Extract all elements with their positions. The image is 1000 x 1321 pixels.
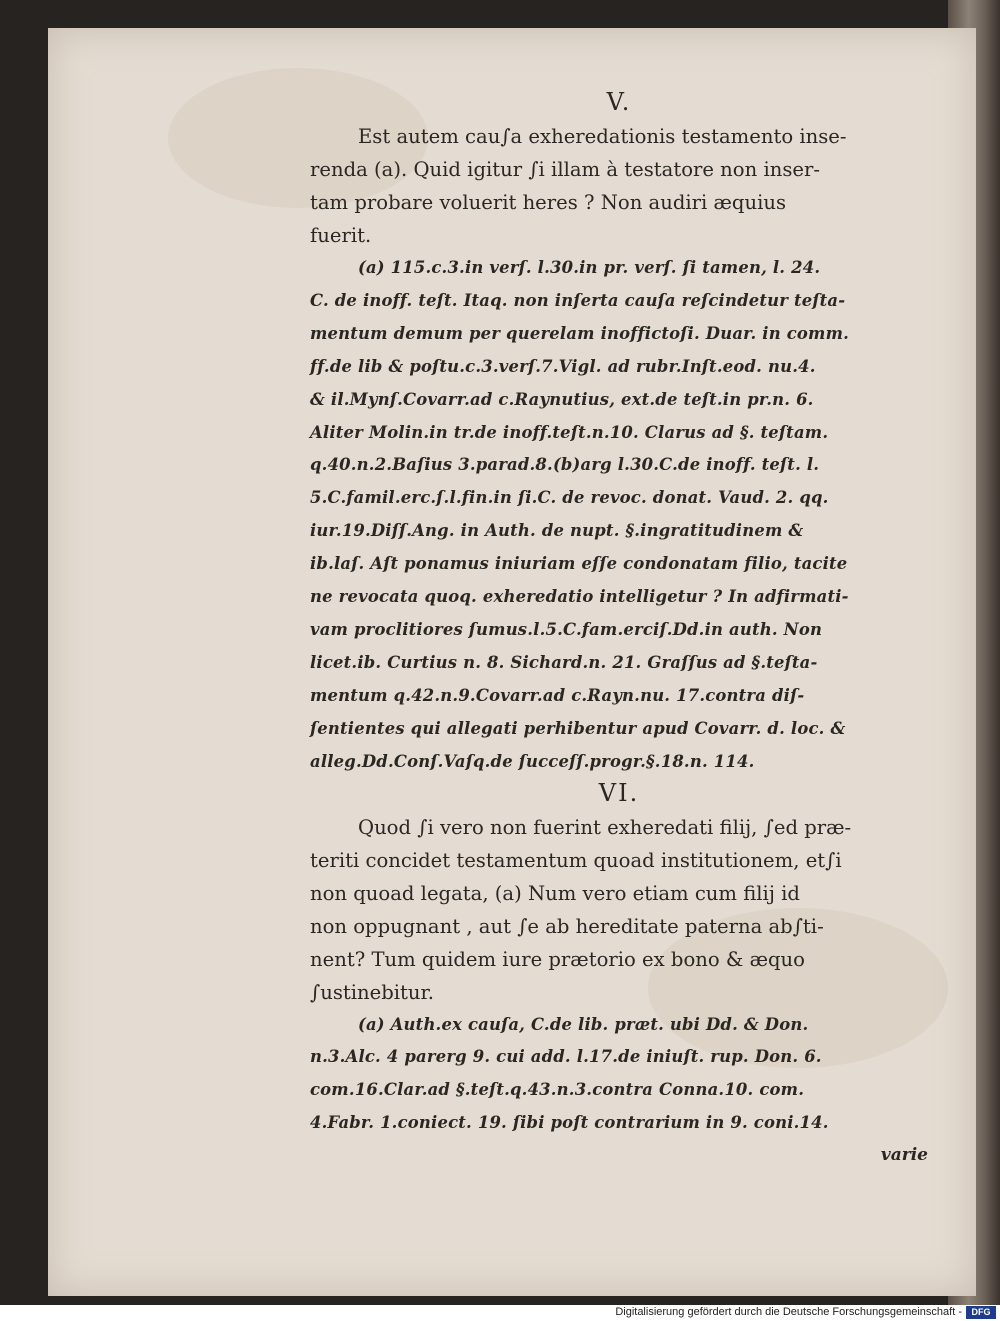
section-heading: V. <box>606 88 632 116</box>
section-note <box>310 1009 928 1141</box>
text-line: 5.C.famil.erc.ſ.l.fin.in ſi.C. de revoc. donat. Vaud. 2. qq. <box>310 488 829 508</box>
text-line: tam probare voluerit heres ? Non audiri æquius <box>310 191 787 214</box>
text-line: ff.de lib & poſtu.c.3.verſ.7.Vigl. ad rubr.Inſt.eod. nu.4. <box>310 356 816 376</box>
section-body <box>310 811 928 1009</box>
text-line: non quoad legata, (a) Num vero etiam cum filij id <box>310 881 800 905</box>
text-line: q.40.n.2.Baſius 3.parad.8.(b)arg l.30.C.de inoff. teſt. l. <box>310 455 820 475</box>
text-line: fuerit. <box>310 224 372 247</box>
text-line: mentum demum per querelam inoffictoſi. Duar. in comm. <box>310 323 850 343</box>
text-line: n.3.Alc. 4 parerg 9. cui add. l.17.de iniuſt. rup. Don. 6. <box>310 1047 822 1067</box>
funding-credit: Digitalisierung gefördert durch die Deutsche Forschungsgemeinschaft - <box>615 1306 962 1318</box>
section-body <box>310 120 928 252</box>
text-line: ib.laſ. Aſt ponamus iniuriam eſſe condonatam filio, tacite <box>310 554 848 574</box>
text-line: (a) 115.c.3.in verſ. l.30.in pr. verſ. ſi tamen, l. 24. <box>358 258 821 277</box>
text-line: non oppugnant , aut ∫e ab hereditate paterna ab∫ti- <box>310 914 824 938</box>
text-line: & il.Mynſ.Covarr.ad c.Raynutius, ext.de teſt.in pr.n. 6. <box>310 389 814 409</box>
dfg-logo: DFG <box>966 1306 996 1319</box>
book-page <box>48 28 976 1296</box>
text-line: Quod ∫i vero non fuerint exheredati filij, ∫ed præ- <box>358 815 852 839</box>
text-line: licet.ib. Curtius n. 8. Sichard.n. 21. Graſſus ad §.teſta- <box>310 652 818 672</box>
footer-bar <box>0 1305 1000 1321</box>
text-line: ne revocata quoq. exheredatio intelligetur ? In adfirmati- <box>310 587 849 607</box>
text-line: nent? Tum quidem iure prætorio ex bono & æquo <box>310 947 805 971</box>
text-line: iur.19.Diſſ.Ang. in Auth. de nupt. §.ingratitudinem & <box>310 521 804 541</box>
text-line: Est autem cau∫a exheredationis testamento inse- <box>358 125 847 148</box>
text-line: C. de inoff. teſt. Itaq. non inſerta cauſa reſcindetur teſta- <box>310 290 846 310</box>
text-line: vam proclitiores ſumus.l.5.C.fam.erciſ.Dd.in auth. Non <box>310 619 823 639</box>
page-content <box>310 88 928 1170</box>
text-line: ſentientes qui allegati perhibentur apud Covarr. d. loc. & <box>310 718 846 738</box>
section-heading: VI. <box>598 778 640 807</box>
text-line: Aliter Molin.in tr.de inoff.teſt.n.10. Clarus ad §. teſtam. <box>310 422 829 442</box>
text-line: ∫ustinebitur. <box>310 980 434 1004</box>
catchword: varie <box>880 1145 928 1166</box>
text-line: alleg.Dd.Conſ.Vaſq.de ſucceſſ.progr.§.18.n. 114. <box>310 751 755 771</box>
text-line: teriti concidet testamentum quoad institutionem, et∫i <box>310 848 842 872</box>
text-line: renda (a). Quid igitur ∫i illam à testatore non inser- <box>310 158 820 181</box>
text-line: com.16.Clar.ad §.teſt.q.43.n.3.contra Conna.10. com. <box>310 1080 805 1100</box>
text-line: 4.Fabr. 1.coniect. 19. ſibi poſt contrarium in 9. coni.14. <box>310 1113 829 1133</box>
section-note <box>310 252 928 779</box>
text-line: mentum q.42.n.9.Covarr.ad c.Rayn.nu. 17.contra diſ- <box>310 685 805 705</box>
text-line: (a) Auth.ex cauſa, C.de lib. præt. ubi Dd. & Don. <box>358 1014 809 1034</box>
